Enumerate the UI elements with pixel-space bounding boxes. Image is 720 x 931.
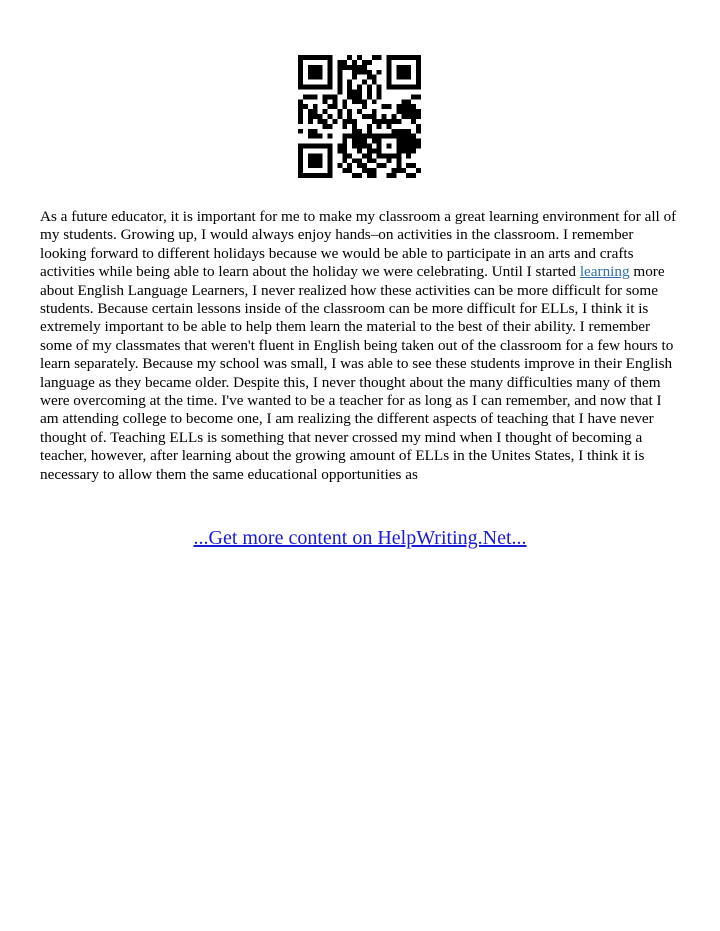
essay-text	[40, 208, 682, 484]
essay-text-rest: more about English Language Learners, I never realized how these activities can be more difficult for some students. Because certain lessons inside of the classroom can be more difficult for ELLs, I think it is extremely important to be able to help them learn the material to the best of their ability. I remember some of my classmates that weren't fluent in English being taken out of the classroom for a few hours to learn separately. Because my school was small, I was able to see these students improve in their English language as they became older. Despite this, I never thought about the many difficulties many of them were overcoming at the time. I've wanted to be a teacher for as long as I can remember, and now that I am attending college to become one, I am realizing the different aspects of teaching that I have never thought of. Teaching ELLs is something that never crossed my mind when I thought of becoming a teacher, however, after learning about the growing amount of ELLs in the Unites States, I think it is necessary to allow them the same educational opportunities as	[40, 263, 674, 483]
essay-text-start: As a future educator, it is important for me to make my classroom a great learning environment for all of my students. Growing up, I would always enjoy hands–on activities in the classroom. I remember looking forward to different holidays because we would be able to participate in an arts and crafts activities while being able to learn about the holiday we were celebrating. Until I started	[40, 208, 677, 281]
qr-code-icon	[298, 55, 421, 178]
more-content-section	[0, 526, 720, 550]
get-more-content-link[interactable]: ...Get more content on HelpWriting.Net...	[193, 527, 527, 549]
learning-link[interactable]: learning	[579, 263, 630, 281]
